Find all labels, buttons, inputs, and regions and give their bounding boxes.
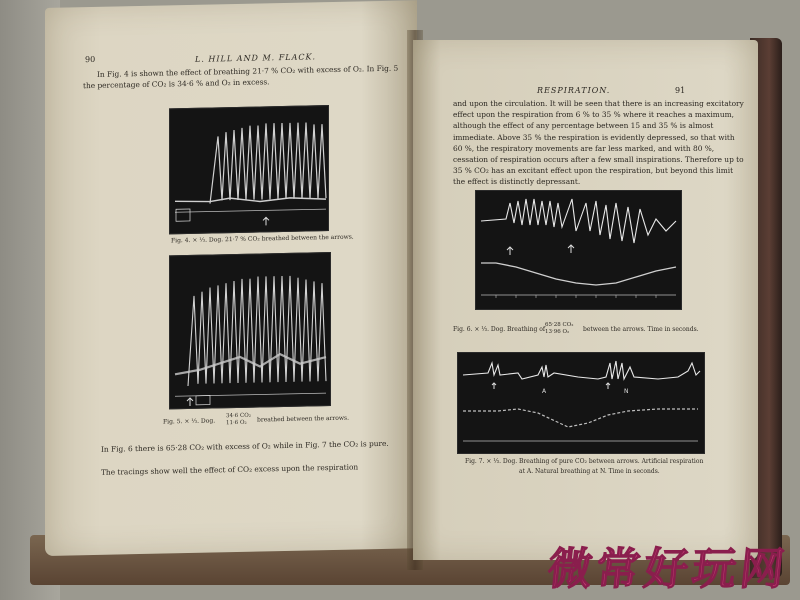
figure-6-caption-b: between the arrows. Time in seconds. (583, 326, 699, 333)
svg-text:A: A (542, 388, 547, 395)
figure-4-tracing (170, 106, 328, 233)
figure-5-caption-b: breathed between the arrows. (257, 414, 350, 424)
figure-5-tracing (170, 253, 330, 408)
page-number-right: 91 (675, 86, 686, 95)
figure-5-caption-a: Fig. 5. × ⅓. Dog. (163, 417, 216, 426)
svg-text:N: N (624, 388, 629, 395)
watermark-logo: 微常好玩网 (545, 544, 791, 595)
figure-6-tracing (476, 191, 681, 309)
right-paragraph-1: and upon the circulation. It will be seen that there is an increasing excitatory effect upon the respiration from 6 % to 35 % where it reaches a maximum, although the effect of any percentage between 15 and 35 % is almost immediate. Above 35 % the respiration is evidently depressed, so that with 60 %, the respiratory movements are far less marked, and with 80 %, cessation of respiration occurs after a few small inspirations. Therefore up to 35 % CO₂ has an excitant effect upon the respiration, but beyond this limit the effect is distinctly depressant. (453, 99, 744, 187)
figure-4-caption: Fig. 4. × ⅓. Dog. 21·7 % CO₂ breathed between the arrows. (171, 233, 354, 245)
figure-7-caption-line-2: at A. Natural breathing at N. Time in seconds. (519, 468, 660, 475)
figure-5-plate (169, 252, 331, 409)
left-paragraph-2: In Fig. 6 there is 65·28 CO₂ with excess of O₂ while in Fig. 7 the CO₂ is pure. (101, 438, 389, 454)
figure-7-caption-line-1: Fig. 7. × ⅓. Dog. Breathing of pure CO₂ between arrows. Artificial respiration (465, 458, 704, 465)
page-number-left: 90 (85, 54, 96, 65)
figure-6-gas-bottom: 13·96 O₂ (545, 329, 570, 335)
figure-6-gas-top: 65·28 CO₂ (545, 322, 574, 328)
running-head-left: L. HILL AND M. FLACK. (195, 52, 316, 64)
right-page (413, 40, 758, 560)
figure-5-gas-top: 34·6 CO₂ (226, 412, 251, 420)
figure-7-plate (457, 352, 705, 454)
figure-7-tracing (458, 353, 704, 453)
figure-5-gas-bottom: 11·6 O₂ (226, 419, 247, 427)
left-page (45, 0, 417, 556)
left-paragraph-1: In Fig. 4 is shown the effect of breathing 21·7 % CO₂ with excess of O₂. In Fig. 5 the percentage of CO₂ is 34·6 % and O₂ in excess. (83, 63, 399, 91)
figure-6-plate (475, 190, 682, 310)
running-head-right: RESPIRATION. (537, 86, 611, 95)
left-paragraph-3: The tracings show well the effect of CO₂ excess upon the respiration (101, 462, 359, 477)
figure-6-caption-a: Fig. 6. × ⅓. Dog. Breathing of (453, 326, 546, 333)
figure-4-plate (169, 105, 329, 234)
